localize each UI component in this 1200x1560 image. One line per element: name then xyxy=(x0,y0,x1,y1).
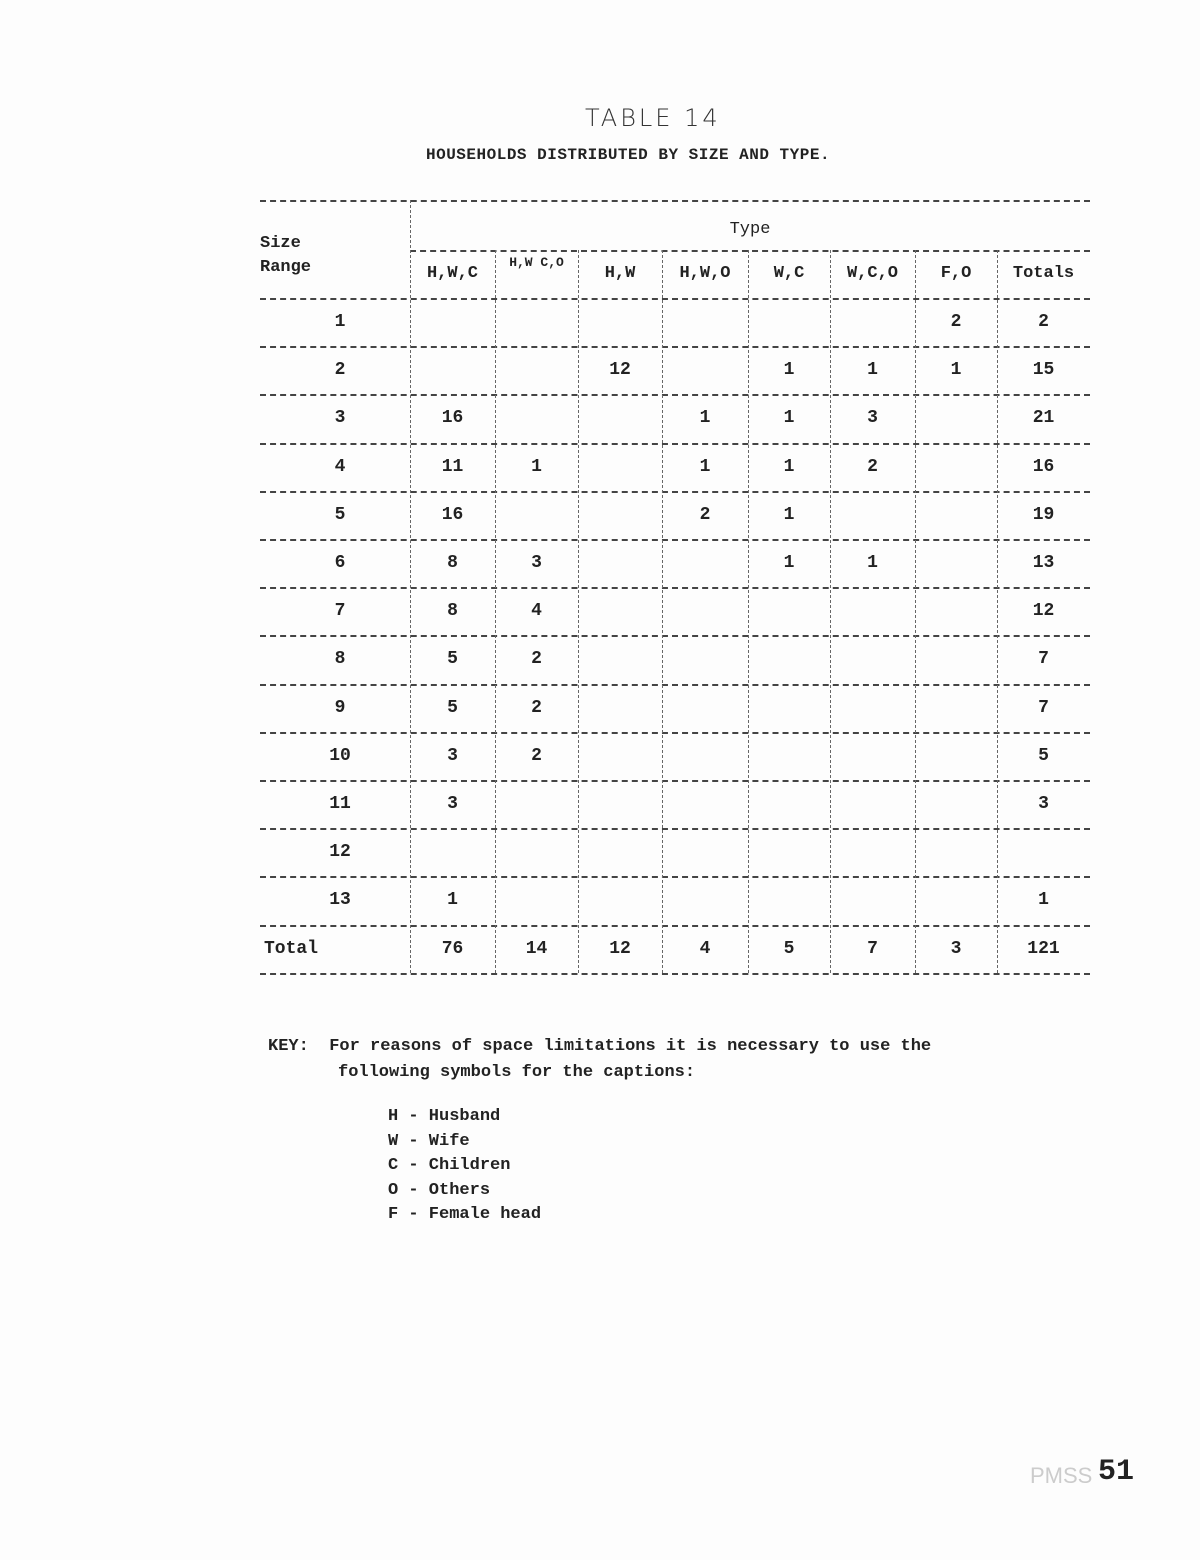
table-cell: 5 xyxy=(447,649,458,670)
size-range-cell: 2 xyxy=(334,360,346,381)
table-cell: 1 xyxy=(783,408,795,429)
key-text-2: following symbols for the captions: xyxy=(338,1063,696,1082)
column-header: Totals xyxy=(1012,264,1075,283)
key-item: F - Female head xyxy=(388,1205,542,1224)
size-range-cell: 13 xyxy=(329,890,351,911)
size-range-cell: 5 xyxy=(334,504,346,525)
table-cell: 13 xyxy=(1032,553,1055,573)
column-header: H,W,C xyxy=(426,264,478,283)
table-cell: 1 xyxy=(699,408,711,429)
key-item: O - Others xyxy=(388,1180,491,1200)
type-header: Type xyxy=(729,220,771,239)
size-range-cell: 1 xyxy=(334,312,346,332)
table-rule xyxy=(260,443,1090,445)
total-cell: 14 xyxy=(525,938,548,959)
table-cell: 1 xyxy=(867,360,878,381)
table-cell: 3 xyxy=(447,745,458,766)
table-cell: 1 xyxy=(783,504,795,525)
table-cell: 5 xyxy=(447,697,458,718)
table-rule xyxy=(260,200,1090,202)
column-rule xyxy=(410,200,411,973)
table-cell: 2 xyxy=(867,456,878,477)
table-cell: 7 xyxy=(1038,649,1049,670)
table-cell: 11 xyxy=(441,456,464,477)
key-section xyxy=(268,1034,931,1086)
key-item: C - Children xyxy=(388,1156,511,1175)
table-rule xyxy=(410,250,1090,252)
table-cell: 16 xyxy=(1032,456,1055,477)
table-cell: 5 xyxy=(1038,745,1049,766)
column-header: H,W C,O xyxy=(509,255,564,270)
size-range-cell: 4 xyxy=(334,456,346,477)
table-cell: 2 xyxy=(950,312,962,332)
table-cell: 2 xyxy=(531,649,542,670)
table-cell: 7 xyxy=(1038,697,1049,718)
range-header: Range xyxy=(260,258,312,277)
key-item: W - Wife xyxy=(388,1131,470,1151)
table-cell: 2 xyxy=(531,745,542,766)
key-label: KEY: xyxy=(268,1037,309,1056)
table-cell: 16 xyxy=(441,504,464,525)
key-item: H - Husband xyxy=(388,1107,501,1126)
table-cell: 3 xyxy=(531,553,542,573)
column-rule xyxy=(662,250,663,973)
key-text-1: For reasons of space limitations it is necessary to use the xyxy=(329,1037,932,1056)
table-cell: 1 xyxy=(783,360,795,381)
table-cell: 1 xyxy=(783,456,795,477)
total-cell: 5 xyxy=(783,938,795,959)
table-rule xyxy=(260,587,1090,589)
table-cell: 8 xyxy=(447,601,458,622)
total-label: Total xyxy=(264,938,319,959)
size-range-cell: 11 xyxy=(329,794,351,814)
column-header: W,C,O xyxy=(846,264,898,283)
total-cell: 3 xyxy=(950,938,962,959)
table-cell: 2 xyxy=(1038,312,1049,332)
table-cell: 1 xyxy=(447,890,458,911)
total-cell: 121 xyxy=(1027,938,1060,959)
column-header: H,W xyxy=(604,264,636,283)
table-cell: 21 xyxy=(1032,408,1055,429)
table-cell: 19 xyxy=(1032,504,1055,525)
table-cell: 16 xyxy=(441,408,464,429)
table-cell: 3 xyxy=(447,794,458,814)
table-cell: 1 xyxy=(1038,890,1049,911)
size-range-cell: 10 xyxy=(329,745,351,766)
households-table xyxy=(260,200,1090,973)
table-rule xyxy=(260,298,1090,300)
table-cell: 2 xyxy=(531,697,542,718)
size-range-cell: 7 xyxy=(334,601,346,622)
table-rule xyxy=(260,828,1090,830)
table-cell: 4 xyxy=(531,601,542,622)
table-rule xyxy=(260,973,1090,975)
column-header: W,C xyxy=(773,264,805,283)
size-range-cell: 6 xyxy=(334,553,346,573)
table-rule xyxy=(260,684,1090,686)
table-rule xyxy=(260,635,1090,637)
total-cell: 4 xyxy=(699,938,711,959)
table-rule xyxy=(260,876,1090,878)
total-cell: 12 xyxy=(609,938,631,959)
table-rule xyxy=(260,732,1090,734)
table-cell: 1 xyxy=(783,553,795,573)
page-number: 51 xyxy=(1098,1455,1135,1489)
table-rule xyxy=(260,925,1090,927)
table-rule xyxy=(260,346,1090,348)
table-rule xyxy=(260,539,1090,541)
table-cell: 12 xyxy=(1032,601,1055,622)
table-rule xyxy=(260,780,1090,782)
table-cell: 15 xyxy=(1032,360,1055,381)
total-cell: 76 xyxy=(441,938,464,959)
table-cell: 3 xyxy=(1038,794,1049,814)
key-list xyxy=(388,1105,541,1228)
size-range-cell: 8 xyxy=(334,649,346,670)
table-rule xyxy=(260,394,1090,396)
table-cell: 1 xyxy=(950,360,962,381)
total-cell: 7 xyxy=(867,938,878,959)
size-range-cell: 12 xyxy=(329,842,351,863)
table-cell: 8 xyxy=(447,553,458,573)
table-rule xyxy=(260,491,1090,493)
column-header: H,W,O xyxy=(679,264,731,283)
size-range-cell: 3 xyxy=(334,408,346,429)
table-cell: 3 xyxy=(867,408,878,429)
table-cell: 1 xyxy=(867,553,878,573)
table-cell: 1 xyxy=(531,456,542,477)
table-cell: 2 xyxy=(699,504,711,525)
size-range-cell: 9 xyxy=(334,697,346,718)
column-header: F,O xyxy=(940,264,972,283)
size-header: Size xyxy=(260,234,301,253)
table-cell: 12 xyxy=(609,360,631,381)
watermark: PMSS xyxy=(1030,1463,1093,1488)
table-title: TABLE 14 xyxy=(585,104,721,132)
table-subtitle: HOUSEHOLDS DISTRIBUTED BY SIZE AND TYPE. xyxy=(426,146,831,164)
table-cell: 1 xyxy=(699,456,711,477)
